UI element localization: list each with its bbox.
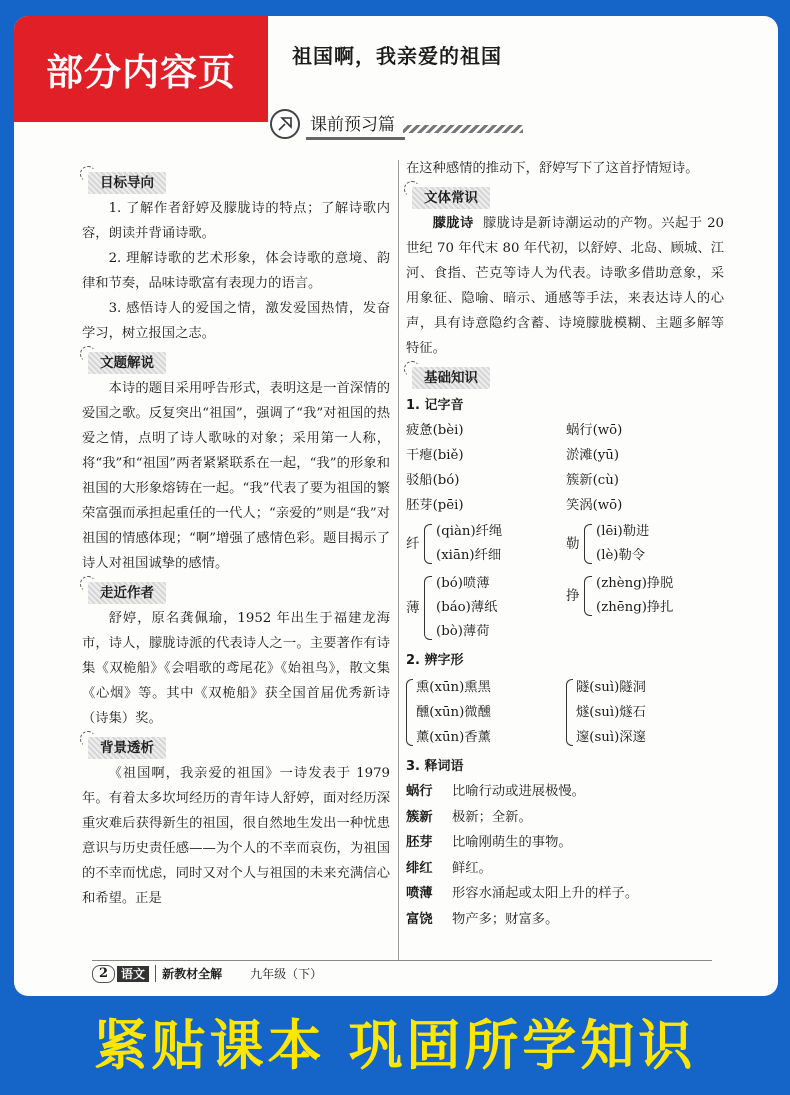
term-word: 胚芽 — [406, 835, 433, 850]
goal-item: 2. 理解诗歌的艺术形象，体会诗歌的意境、韵律和节奏，品味诗歌富有表现力的语言。 — [82, 251, 390, 291]
pron-item: 疲惫(bèi) — [406, 423, 464, 438]
goals-tag: 目标导向 — [88, 172, 166, 194]
pron-heading: 1. 记字音 — [406, 398, 464, 413]
polyphone-item: (lēi)勒进 — [596, 524, 650, 539]
term-row — [406, 779, 724, 805]
polyphone-char: 薄 — [406, 599, 420, 616]
polyphone-item: (lè)勒令 — [596, 548, 646, 563]
glyph-group — [406, 675, 566, 750]
pron-item: 淤滩(yū) — [566, 448, 620, 463]
grade-label: 九年级（下） — [250, 967, 323, 981]
polyphone-char: 勒 — [566, 535, 580, 552]
section-banner — [270, 106, 523, 142]
polyphone-item: (báo)薄纸 — [436, 600, 498, 615]
page-footer — [92, 960, 712, 986]
pron-item: 驳船(bó) — [406, 473, 460, 488]
term-word: 簇新 — [406, 809, 433, 825]
section-banner-label: 课前预习篇 — [306, 108, 405, 140]
polyphone-item: (bó)喷薄 — [436, 576, 490, 591]
polyphone-row — [406, 570, 724, 646]
glyph-item: 熏(xūn)熏黑 — [416, 680, 491, 695]
term-word: 绯红 — [406, 860, 433, 876]
pronunciation-list — [406, 418, 724, 518]
brace — [566, 679, 573, 746]
term-word: 蜗行 — [406, 784, 433, 799]
polyphone-item: (bò)薄荷 — [436, 624, 490, 639]
glyph-group — [566, 675, 716, 750]
polyphone-item: (xiān)纤细 — [436, 548, 502, 563]
brace — [406, 679, 413, 746]
polyphone-group — [566, 572, 716, 620]
page-number: 2 — [92, 965, 115, 983]
xing-heading: 2. 辨字形 — [406, 653, 464, 668]
genre-text: 朦胧诗是新诗潮运动的产物。兴起于 20 世纪 70 年代末 80 年代初，以舒婷、北岛、顾城、江河、食指、芒克等诗人为代表。诗歌多借助意象，采用象征、隐喻、暗示、通感等手法，来表达诗人的心声，具有诗意隐约含蓄、诗境朦胧模糊、主题多解等特征。 — [406, 216, 724, 356]
polyphone-char: 挣 — [566, 587, 580, 604]
background-text: 《祖国啊，我亲爱的祖国》一诗发表于 1979 年。有着太多坎坷经历的青年诗人舒婷，面对经历深重灾难后获得新生的祖国，很自然地生发出一种忧患意识与历史责任感——为个人的不幸而哀伤，为祖国的不幸而忧虑，同时又对个人与祖国的未来充满信心和希望。正是 — [82, 766, 390, 906]
goal-item: 1. 了解作者舒婷及朦胧诗的特点；了解诗歌内容，朗读并背诵诗歌。 — [82, 201, 390, 241]
genre-tag: 文体常识 — [412, 187, 490, 209]
author-text: 舒婷，原名龚佩瑜，1952 年出生于福建龙海市，诗人，朦胧诗派的代表诗人之一。主要著作有诗集《双桅船》《会唱歌的鸢尾花》《始祖鸟》，散文集《心烟》等。其中《双桅船》获全国首届优秀新诗（诗集）奖。 — [82, 611, 390, 726]
author-tag: 走近作者 — [88, 582, 166, 604]
title-explain-text: 本诗的题目采用呼告形式，表明这是一首深情的爱国之歌。反复突出“祖国”，强调了“我”对祖国的热爱之情，点明了诗人歌咏的对象；采用第一人称，将“我”和“祖国”两者紧紧联系在一起，“我”的形象和祖国的大形象熔铸在一起。“我”代表了要为祖国的繁荣富强而承担起重任的一代人；“亲爱的”则是“我”对祖国的情感体现；“啊”增强了感情色彩。题目揭示了诗人对祖国诚挚的感情。 — [82, 381, 390, 571]
textbook-page — [14, 16, 778, 996]
left-column — [82, 166, 390, 911]
column-divider — [398, 160, 399, 960]
polyphone-group — [566, 520, 716, 568]
glyph-item: 邃(suì)深邃 — [576, 730, 646, 745]
polyphone-item: (zhèng)挣脱 — [596, 576, 674, 591]
pron-item: 干瘪(biě) — [406, 448, 464, 463]
pron-item: 蜗行(wō) — [566, 423, 623, 438]
glyph-item: 隧(suì)隧洞 — [576, 680, 646, 695]
subject-label: 语文 — [117, 966, 149, 982]
goal-item: 3. 感悟诗人的爱国之情，激发爱国热情，发奋学习，树立报国之志。 — [82, 301, 390, 341]
term-def: 物产多；财富多。 — [452, 911, 559, 927]
glyph-compare-row — [406, 675, 724, 750]
genre-paragraph — [406, 211, 724, 361]
genre-term: 朦胧诗 — [432, 216, 474, 231]
glyph-item: 燧(suì)燧石 — [576, 705, 646, 720]
polyphone-row — [406, 518, 724, 570]
polyphone-group — [406, 520, 566, 568]
term-row — [406, 881, 724, 907]
chapter-title: 祖国啊，我亲爱的祖国 — [292, 44, 502, 68]
brace — [584, 524, 592, 564]
term-row — [406, 856, 724, 882]
partial-content-badge: 部分内容页 — [14, 16, 268, 122]
basics-tag: 基础知识 — [412, 367, 490, 389]
pron-item: 笑涡(wō) — [566, 498, 623, 513]
background-tag: 背景透析 — [88, 737, 166, 759]
term-def: 形容水涌起或太阳上升的样子。 — [452, 886, 639, 901]
rocket-icon — [270, 109, 300, 139]
glyph-item: 薰(xūn)香薰 — [416, 730, 491, 745]
brace — [424, 524, 432, 564]
term-def: 鲜红。 — [452, 860, 492, 876]
polyphone-group — [406, 572, 566, 644]
term-row — [406, 830, 724, 856]
term-row — [406, 805, 724, 831]
term-def: 极新；全新。 — [452, 809, 532, 825]
title-explain-tag: 文题解说 — [88, 352, 166, 374]
term-def: 比喻行动或进展极慢。 — [452, 784, 585, 799]
glyph-item: 醺(xūn)微醺 — [416, 705, 491, 720]
term-row — [406, 907, 724, 933]
brace — [584, 576, 592, 616]
pron-item: 簇新(cù) — [566, 473, 619, 488]
right-column — [406, 156, 724, 932]
term-word: 喷薄 — [406, 886, 433, 901]
term-def: 比喻刚萌生的事物。 — [452, 835, 572, 850]
polyphone-item: (qiàn)纤绳 — [436, 524, 503, 539]
brace — [424, 576, 432, 640]
polyphone-item: (zhēng)挣扎 — [596, 600, 674, 615]
banner-stripe — [403, 125, 523, 133]
term-word: 富饶 — [406, 911, 433, 927]
terms-heading: 3. 释词语 — [406, 759, 464, 774]
polyphone-char: 纤 — [406, 535, 420, 552]
promo-slogan: 紧贴课本 巩固所学知识 — [93, 1014, 697, 1077]
pron-item: 胚芽(pēi) — [406, 498, 464, 513]
book-title: 新教材全解 — [155, 965, 222, 982]
background-continued: 在这种感情的推动下，舒婷写下了这首抒情短诗。 — [406, 161, 699, 176]
